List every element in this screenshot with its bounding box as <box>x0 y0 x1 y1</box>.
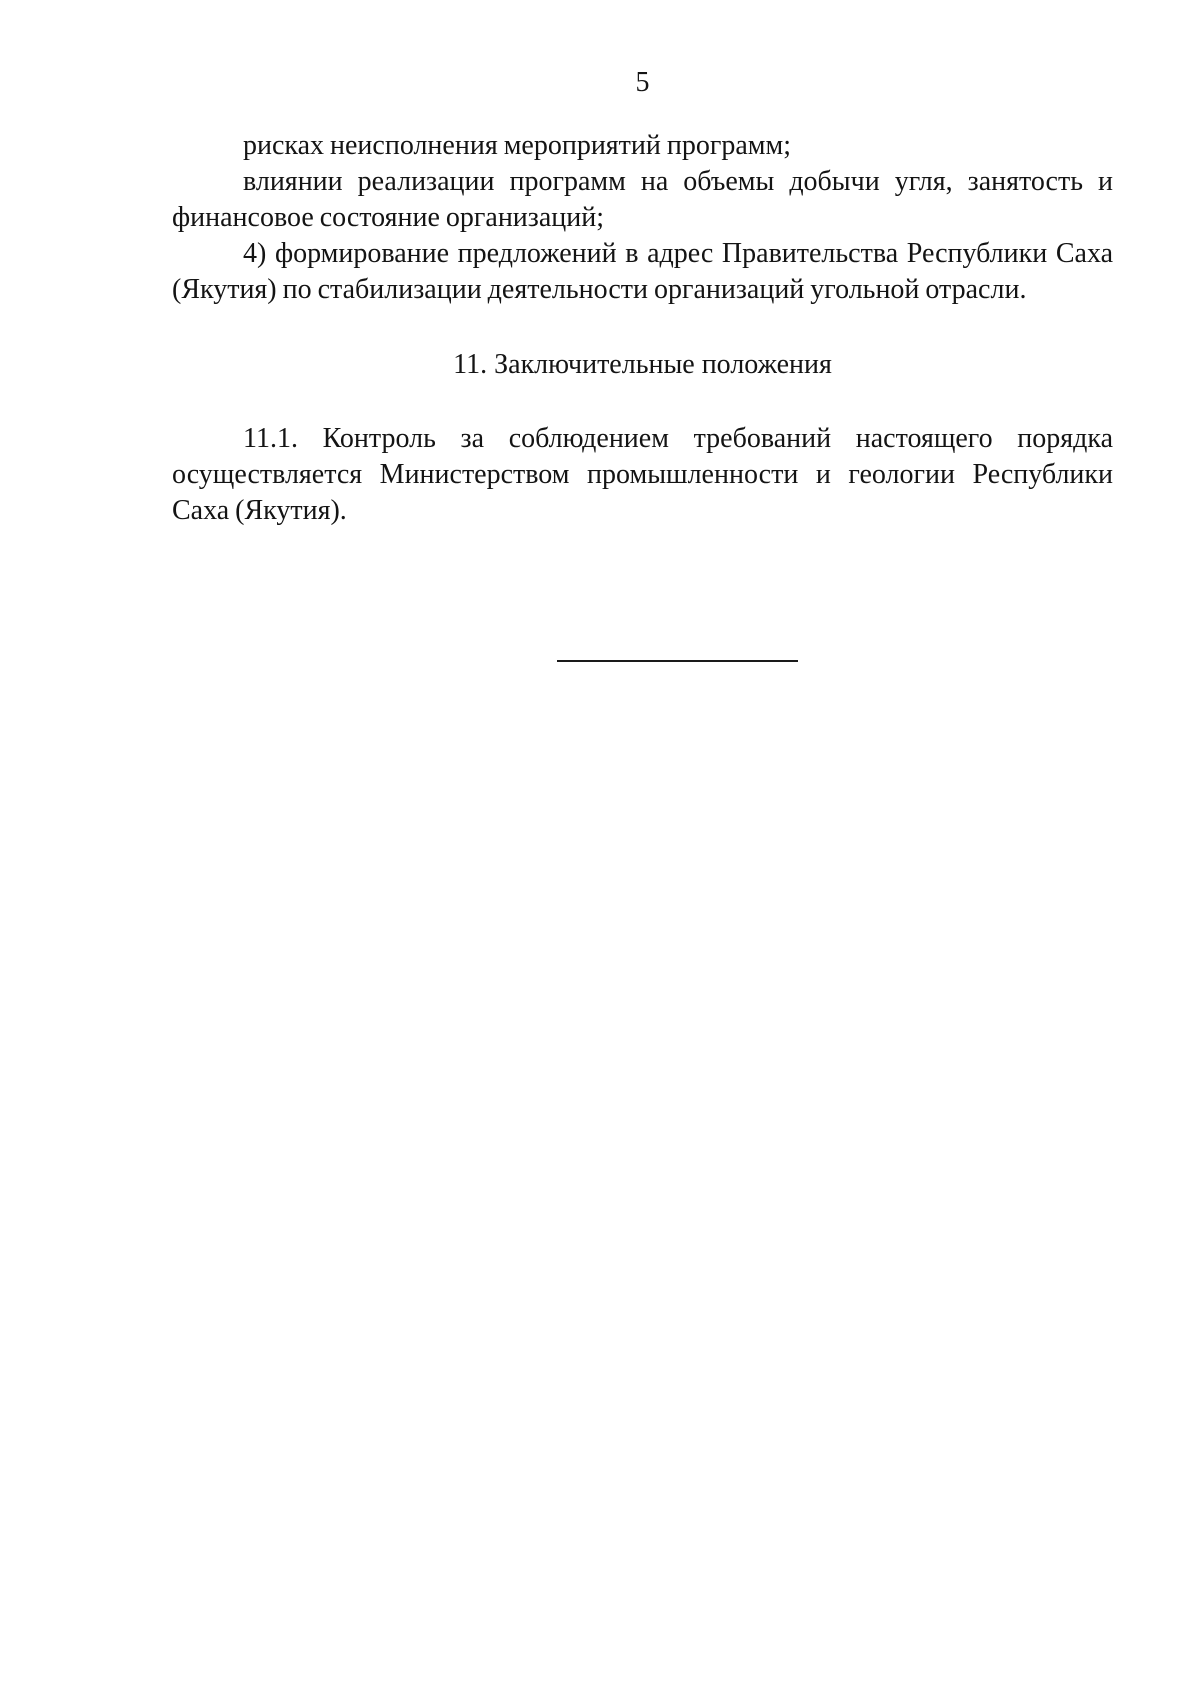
text-line: Саха (Якутия). <box>172 495 347 526</box>
page-number: 5 <box>635 67 650 98</box>
section-heading: 11. Заключительные положения <box>453 349 832 380</box>
divider-line <box>557 660 798 662</box>
text-line: 11.1. Контроль за соблюдением требований настоящего порядка <box>243 423 1113 454</box>
paragraph-risks <box>172 128 1113 164</box>
body-paragraphs-top <box>172 128 1113 308</box>
paragraph-impact <box>172 164 1113 236</box>
body-paragraphs-bottom <box>172 421 1113 529</box>
text-line: 4) формирование предложений в адрес Правительства Республики Саха <box>243 238 1113 269</box>
paragraph-11-1 <box>172 421 1113 529</box>
paragraph-item4 <box>172 236 1113 308</box>
text-line: (Якутия) по стабилизации деятельности организаций угольной отрасли. <box>172 274 1027 305</box>
text-line: влиянии реализации программ на объемы добычи угля, занятость и <box>243 166 1113 197</box>
text-line: осуществляется Министерством промышленности и геологии Республики <box>172 459 1113 490</box>
text-line: рисках неисполнения мероприятий программ; <box>243 130 792 161</box>
text-line: финансовое состояние организаций; <box>172 202 605 233</box>
